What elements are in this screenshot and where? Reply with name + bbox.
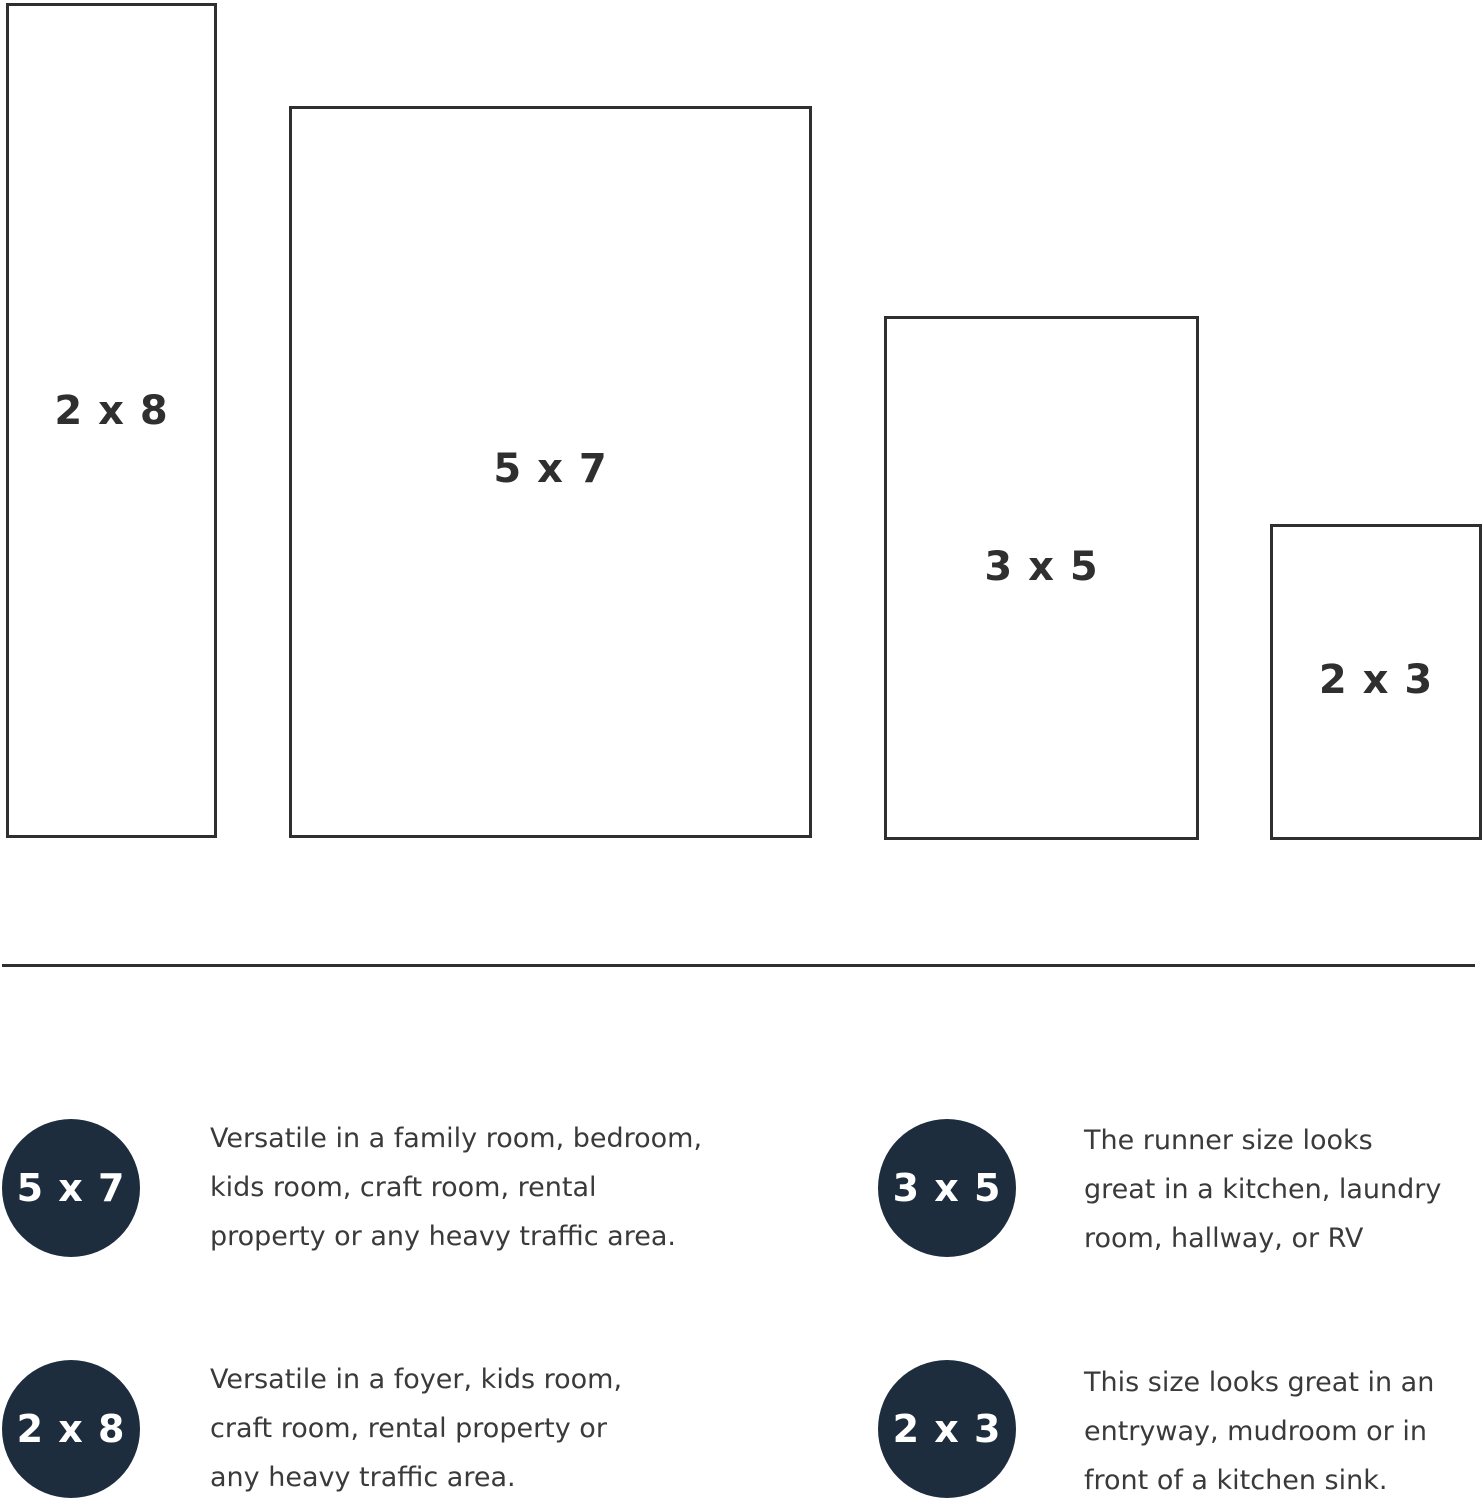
size-badge-label: 2 x 8 [16,1407,126,1451]
size-badge-3x5 [878,1119,1016,1257]
size-description-3x5 [1084,1116,1441,1263]
size-badge-label: 2 x 3 [892,1407,1002,1451]
rug-label-2x8: 2 x 8 [54,388,169,434]
rug-label-5x7: 5 x 7 [493,446,608,492]
description-line: The runner size looks [1084,1125,1373,1156]
description-line: This size looks great in an [1084,1367,1435,1398]
rug-outline-2x8 [6,3,217,838]
description-line: property or any heavy traffic area. [210,1221,676,1252]
description-line: craft room, rental property or [210,1413,607,1444]
section-divider [2,964,1475,967]
description-line: Versatile in a family room, bedroom, [210,1123,703,1154]
description-line: front of a kitchen sink. [1084,1465,1388,1496]
size-description-5x7 [210,1114,702,1261]
size-badge-2x3 [878,1360,1016,1498]
description-line: entryway, mudroom or in [1084,1416,1427,1447]
description-line: Versatile in a foyer, kids room, [210,1364,623,1395]
description-line: any heavy traffic area. [210,1462,516,1493]
size-badge-2x8 [2,1360,140,1498]
description-line: kids room, craft room, rental [210,1172,597,1203]
size-badge-5x7 [2,1119,140,1257]
rug-label-3x5: 3 x 5 [984,544,1099,590]
size-description-2x3 [1084,1358,1434,1505]
description-line: room, hallway, or RV [1084,1223,1364,1254]
size-description-2x8 [210,1355,622,1502]
size-badge-label: 3 x 5 [892,1166,1002,1210]
rug-outline-2x3 [1270,524,1482,840]
rug-outline-3x5 [884,316,1199,840]
rug-outline-5x7 [289,106,812,838]
description-line: great in a kitchen, laundry [1084,1174,1442,1205]
rug-label-2x3: 2 x 3 [1318,657,1434,703]
size-badge-label: 5 x 7 [16,1166,126,1210]
